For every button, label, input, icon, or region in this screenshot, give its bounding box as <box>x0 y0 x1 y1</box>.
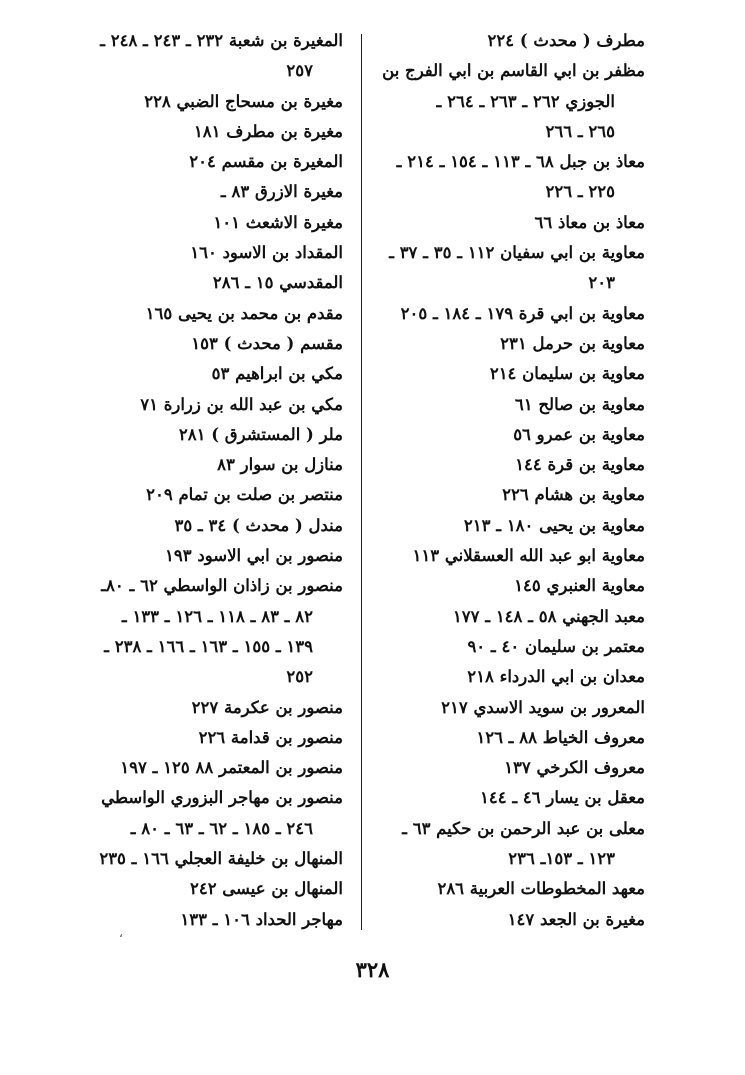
index-entry-line: مقدم بن محمد بن يحيى ١٦٥ <box>145 303 343 323</box>
index-entry-line: مغيرة الازرق ٨٣ ـ <box>220 182 343 202</box>
index-entry-line: معاذ بن جبل ٦٨ ـ ١١٣ ـ ١٥٤ ـ ٢١٤ ـ <box>396 152 645 172</box>
index-entry-line: المغيرة بن مقسم ٢٠٤ <box>189 152 343 172</box>
index-entry-line: معهد المخطوطات العربية ٢٨٦ <box>437 879 645 899</box>
index-entry-line: معدان بن ابي الدرداء ٢١٨ <box>467 667 645 687</box>
index-entry-line: منصور بن عكرمة ٢٢٧ <box>191 697 343 717</box>
index-entry-line: معاوية بن عمرو ٥٦ <box>513 424 645 444</box>
index-entry-line: المنهال بن عيسى ٢٤٢ <box>189 879 343 899</box>
index-entry-line: معبد الجهني ٥٨ ـ ١٤٨ ـ ١٧٧ <box>452 606 645 626</box>
index-entry-line: معاوية بن حرمل ٢٣١ <box>500 333 645 353</box>
index-entry-line: معاذ بن معاذ ٦٦ <box>534 212 645 232</box>
index-entry-line: ٢٥٢ <box>286 667 313 687</box>
index-entry-line: مكي بن ابراهيم ٥٣ <box>211 364 343 384</box>
index-entry-line: منازل بن سوار ٨٣ <box>217 455 343 475</box>
index-entry-line: معاوية بن ابي قرة ١٧٩ ـ ١٨٤ ـ ٢٠٥ <box>400 303 645 323</box>
index-entry-line: منصور بن ابي الاسود ١٩٣ <box>165 546 343 566</box>
index-entry-line: معتمر بن سليمان ٤٠ ـ ٩٠ <box>467 636 645 656</box>
index-entry-line: ١٢٣ ـ ١٥٣ـ ٢٣٦ <box>508 849 615 869</box>
index-entry-line: معقل بن يسار ٤٦ ـ ١٤٤ <box>480 788 645 808</box>
index-entry-line: ٢٤٦ ـ ١٨٥ ـ ٦٢ ـ ٦٣ ـ ٨٠ ـ <box>130 818 313 838</box>
index-entry-line: ٢٦٥ ـ ٢٦٦ <box>545 121 615 141</box>
index-entry-line: المقدسي ١٥ ـ ٢٨٦ <box>212 273 343 293</box>
index-entry-line: معروف الخياط ٨٨ ـ ١٢٦ <box>476 727 645 747</box>
index-entry-line: معاوية بن ابي سفيان ١١٢ ـ ٣٥ ـ ٣٧ ـ <box>389 243 645 263</box>
index-entry-line: مطرف ( محدث ) ٢٢٤ <box>487 31 645 50</box>
index-entry-line: الجوزي ٢٦٢ ـ ٢٦٣ ـ ٢٦٤ ـ <box>436 91 615 111</box>
index-entry-line: معاوية بن هشام ٢٢٦ <box>502 485 645 505</box>
index-entry-line: منصور بن المعتمر ٨٨ ١٢٥ ـ ١٩٧ <box>120 758 343 778</box>
page-number: ٣٢٨ <box>355 957 390 982</box>
index-entry-line: مندل ( محدث ) ٣٤ ـ ٣٥ <box>174 515 343 535</box>
index-entry-line: معاوية العنبري ١٤٥ <box>514 576 645 596</box>
index-entry-line: منصور بن قدامة ٢٢٦ <box>198 727 343 747</box>
index-entry-line: منصور بن مهاجر البزوري الواسطي <box>101 788 343 808</box>
index-entry-line: مظفر بن ابي القاسم بن ابي الفرج بن <box>382 61 645 81</box>
index-entry-line: معاوية بن قرة ١٤٤ <box>515 455 645 475</box>
index-entry-line: مغيرة بن مطرف ١٨١ <box>193 121 343 141</box>
index-entry-line: ٢٠٣ <box>588 273 615 293</box>
index-entry-line: ملر ( المستشرق ) ٢٨١ <box>178 424 343 444</box>
index-entry-line: مكي بن عبد الله بن زرارة ٧١ <box>140 394 343 414</box>
index-entry-line: مغيرة بن الجعد ١٤٧ <box>507 909 645 929</box>
index-entry-line: معاوية بن سليمان ٢١٤ <box>489 364 645 384</box>
stray-mark: ، <box>119 926 123 940</box>
index-entry-line: المعرور بن سويد الاسدي ٢١٧ <box>441 697 645 717</box>
index-entry-line: ٨٢ ـ ٨٣ ـ ١١٨ ـ ١٢٦ ـ ١٣٣ ـ <box>121 606 313 626</box>
index-entry-line: مهاجر الحداد ١٠٦ ـ ١٣٣ <box>180 909 343 929</box>
index-entry-line: منتصر بن صلت بن تمام ٢٠٩ <box>146 485 343 505</box>
index-entry-line: معلى بن عبد الرحمن بن حكيم ٦٣ ـ <box>402 818 645 838</box>
index-entry-line: المغيرة بن شعبة ٢٣٢ ـ ٢٤٣ ـ ٢٤٨ ـ <box>100 31 343 50</box>
index-entry-line: المنهال بن خليفة العجلي ١٦٦ ـ ٢٣٥ <box>99 849 343 869</box>
index-column-right <box>365 26 645 935</box>
index-entry-line: المقداد بن الاسود ١٦٠ <box>190 243 343 263</box>
index-entry-line: منصور بن زاذان الواسطي ٦٢ ـ ٨٠ـ <box>101 576 343 596</box>
index-entry-line: ٢٥٧ <box>286 61 313 81</box>
index-entry-line: مغيرة بن مسحاج الضبي ٢٢٨ <box>144 91 343 111</box>
index-entry-line: معروف الكرخي ١٣٧ <box>504 758 645 778</box>
index-entry-line: ٢٢٥ ـ ٢٢٦ <box>545 182 615 202</box>
index-entry-line: مغيرة الاشعث ١٠١ <box>213 212 343 232</box>
index-entry-line: ١٣٩ ـ ١٥٥ ـ ١٦٣ ـ ١٦٦ ـ ٢٣٨ ـ <box>104 636 313 656</box>
column-divider <box>361 34 362 930</box>
index-column-left <box>63 26 343 935</box>
index-entry-line: معاوية بن يحيى ١٨٠ ـ ٢١٣ <box>463 515 645 535</box>
index-entry-line: مقسم ( محدث ) ١٥٣ <box>191 333 343 353</box>
index-entry-line: معاوية بن صالح ٦١ <box>514 394 645 414</box>
index-entry-line: معاوية ابو عبد الله العسقلاني ١١٣ <box>412 546 645 566</box>
